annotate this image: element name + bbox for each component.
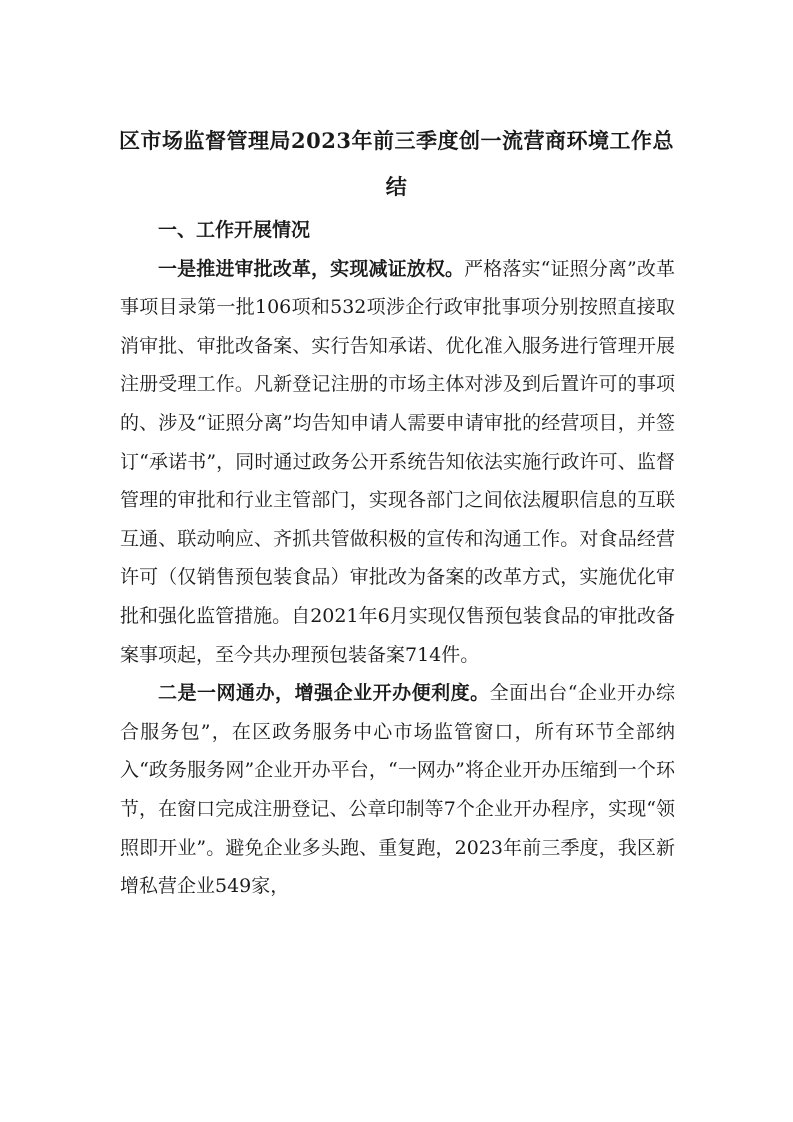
- document-title: 区市场监督管理局2023年前三季度创一流营商环境工作总结: [119, 128, 674, 199]
- paragraph-lead: 一是推进审批改革，实现减证放权。: [158, 257, 465, 280]
- paragraph-text: 严格落实“证照分离”改革事项目录第一批106项和532项涉企行政审批事项分别按照直接取消审批、审批改备案、实行告知承诺、优化准入服务进行管理开展注册受理工作。凡新登记注册的市场主体对涉及到后置许可的事项的、涉及“证照分离”均告知申请人需要申请审批的经营项目，并签订“承诺书”，同时通过政务公开系统告知依法实施行政许可、监督管理的审批和行业主管部门，实现各部门之间依法履职信息的互联互通、联动响应、齐抓共管做积极的宣传和沟通工作。对食品经营许可（仅销售预包装食品）审批改为备案的改革方式，实施优化审批和强化监管措施。自2021年6月实现仅售预包装食品的审批改备案事项起，至今共办理预包装备案714件。: [120, 257, 675, 666]
- paragraph-text: 全面出台“企业开办综合服务包”，在区政务服务中心市场监管窗口，所有环节全部纳入“政务服务网”企业开办平台，“一网办”将企业开办压缩到一个环节，在窗口完成注册登记、公章印制等7个企业开办程序，实现“领照即开业”。避免企业多头跑、重复跑，2023年前三季度，我区新增私营企业549家，: [120, 682, 675, 898]
- paragraph-one-network: [120, 674, 675, 906]
- document-body: [120, 211, 675, 906]
- paragraph-approval-reform: [120, 250, 675, 675]
- section-heading: 一、工作开展情况: [158, 219, 311, 241]
- paragraph-lead: 二是一网通办，增强企业开办便利度。: [158, 682, 490, 705]
